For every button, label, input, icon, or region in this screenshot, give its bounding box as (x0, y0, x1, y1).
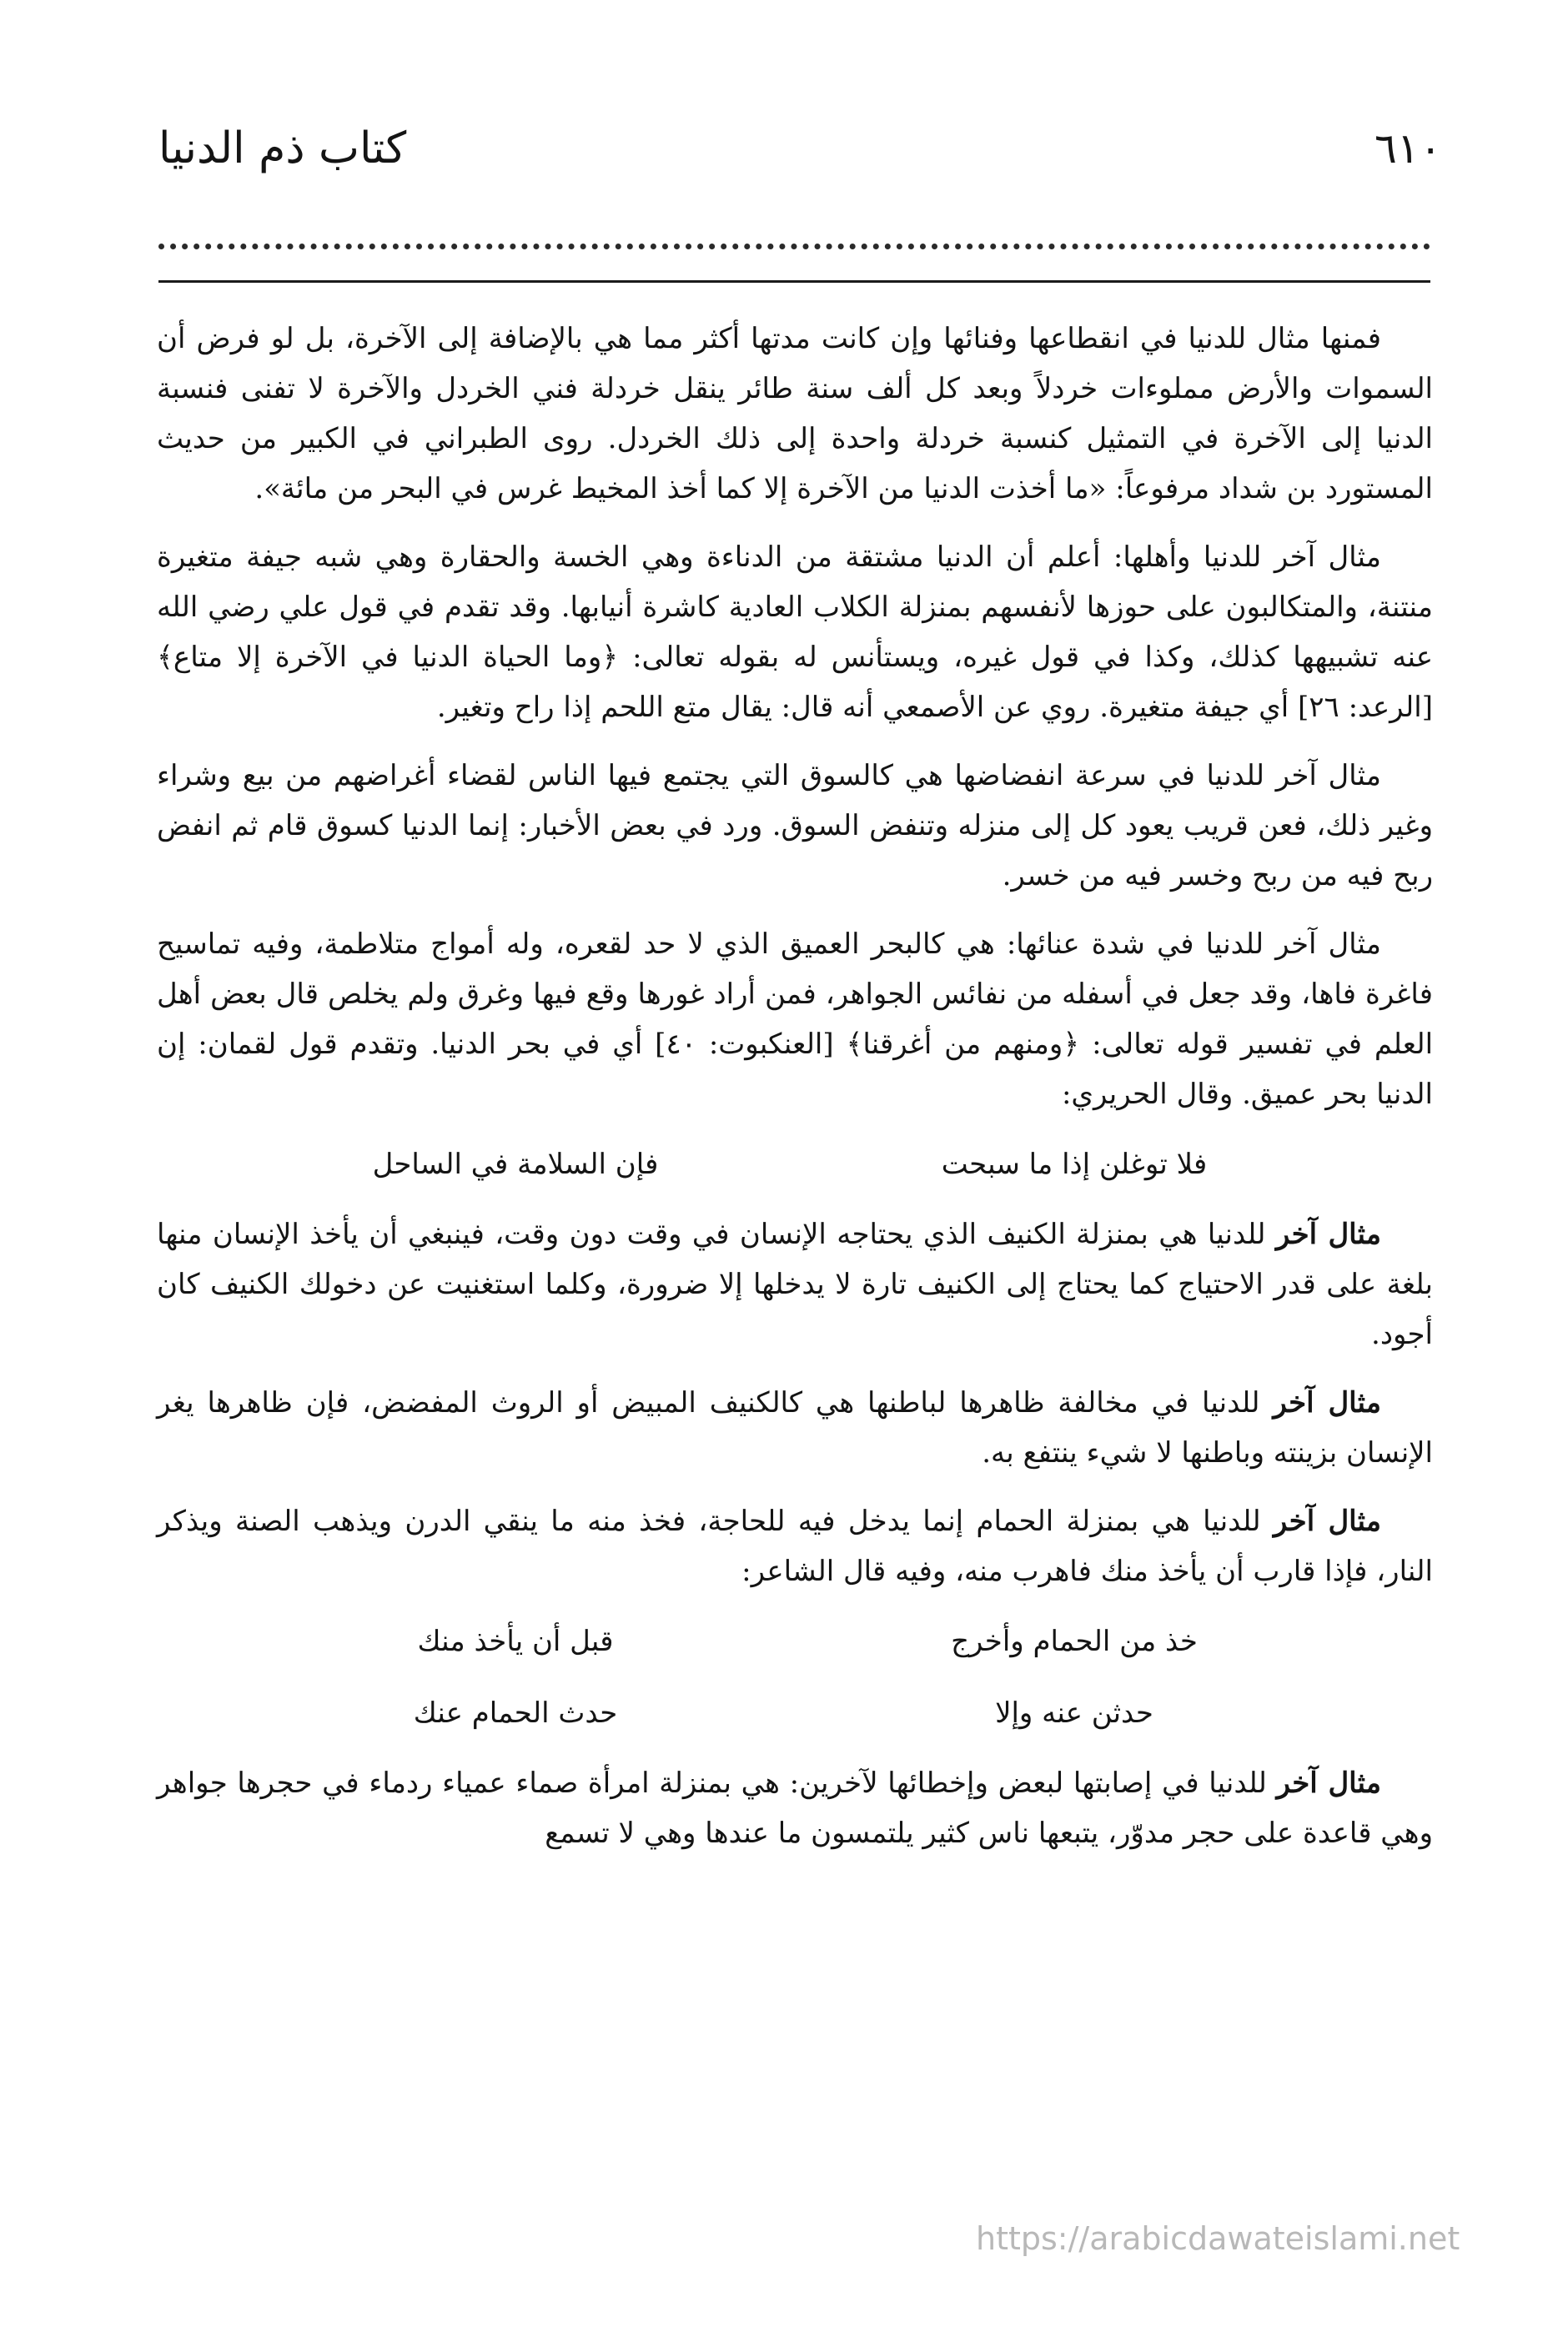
watermark-url: https://arabicdawateislami.net (976, 2220, 1460, 2257)
page-number: ٦١٠ (1375, 124, 1442, 173)
paragraph (157, 314, 1433, 514)
paragraph-text: للدنيا في إصابتها لبعض وإخطائها لآخرين: هي بمنزلة امرأة صماء عمياء ردماء في حجرها جواهر وهي قاعدة على حجر مدوّر، يتبعها ناس كثير يلتمسون ما عندها وهي لا تسمع (157, 1767, 1433, 1850)
verse-first-hemistich: حدثن عنه وإلا (995, 1696, 1153, 1730)
paragraph (157, 919, 1433, 1119)
paragraph-lead: مثال آخر (1276, 1767, 1381, 1800)
body-text (157, 314, 1433, 1877)
paragraph (157, 532, 1433, 732)
paragraph-lead: مثال آخر (1273, 1505, 1381, 1538)
verse-line (157, 1686, 1433, 1740)
verse-first-hemistich: خذ من الحمام وأخرج (951, 1625, 1198, 1658)
paragraph-text: مثال آخر للدنيا وأهلها: أعلم أن الدنيا مشتقة من الدناءة وهي الخسة والحقارة وهي شبه جيفة متغيرة منتنة، والمتكالبون على حوزها لأنفسهم بمنزلة الكلاب العادية كاشرة أنيابها. وقد تقدم في قول علي رضي الله عنه تشبيهها كذلك، وكذا في قول غيره، ويستأنس له بقوله تعالى: ﴿وما الحياة الدنيا في الآخرة إلا متاع﴾ [الرعد: ٢٦] أي جيفة متغيرة. روي عن الأصمعي أنه قال: يقال متع اللحم إذا راح وتغير. (157, 540, 1433, 724)
verse-second-hemistich: قبل أن يأخذ منك (417, 1625, 614, 1658)
paragraph-text: للدنيا في مخالفة ظاهرها لباطنها هي كالكنيف المبيض أو الروث المفضض، فإن ظاهرها يغر الإنسان بزينته وباطنها لا شيء ينتفع به. (157, 1386, 1433, 1470)
paragraph-lead: مثال آخر (1273, 1386, 1381, 1420)
paragraph-text: فمنها مثال للدنيا في انقطاعها وفنائها وإن كانت مدتها أكثر مما هي بالإضافة إلى الآخرة، بل لو فرض أن السموات والأرض مملوءات خردلاً وبعد كل ألف سنة طائر ينقل خردلة فني الخردل والآخرة لا تفنى فنسبة الدنيا إلى الآخرة في التمثيل كنسبة خردلة واحدة إلى ذلك الخردل. روى الطبراني في الكبير من حديث المستورد بن شداد مرفوعاً: «ما أخذت الدنيا من الآخرة إلا كما أخذ المخيط غرس في البحر من مائة». (157, 322, 1433, 505)
running-header-title: كتاب ذم الدنيا (158, 123, 407, 173)
paragraph (157, 1758, 1433, 1858)
paragraph-text: مثال آخر للدنيا في شدة عنائها: هي كالبحر العميق الذي لا حد لقعره، وله أمواج متلاطمة، وفيه تماسيح فاغرة فاها، وقد جعل في أسفله من نفائس الجواهر، فمن أراد غورها وقع فيها وغرق ولم يخلص قال بعض أهل العلم في تفسير قوله تعالى: ﴿ومنهم من أغرقنا﴾ [العنكبوت: ٤٠] أي في بحر الدنيا. وتقدم قول لقمان: إن الدنيا بحر عميق. وقال الحريري: (157, 927, 1434, 1111)
paragraph-text: للدنيا هي بمنزلة الحمام إنما يدخل فيه للحاجة، فخذ منه ما ينقي الدرن ويذهب الصنة ويذكر النار، فإذا قارب أن يأخذ منك فاهرب منه، وفيه قال الشاعر: (157, 1505, 1433, 1588)
paragraph (157, 1209, 1433, 1359)
paragraph (157, 1378, 1433, 1478)
verse-first-hemistich: فلا توغلن إذا ما سبحت (941, 1148, 1208, 1181)
dotted-divider (158, 244, 1430, 249)
paragraph (157, 751, 1433, 901)
paragraph-lead: مثال آخر (1275, 1218, 1381, 1251)
verse-second-hemistich: فإن السلامة في الساحل (372, 1148, 659, 1181)
paragraph-text: مثال آخر للدنيا في سرعة انفضاضها هي كالسوق التي يجتمع فيها الناس لقضاء أغراضهم من بيع وشراء وغير ذلك، فعن قريب يعود كل إلى منزله وتنفض السوق. ورد في بعض الأخبار: إنما الدنيا كسوق قام ثم انفض ربح فيه من ربح وخسر فيه من خسر. (157, 759, 1434, 892)
verse-line (157, 1615, 1433, 1668)
paragraph (157, 1496, 1433, 1596)
header-rule (158, 280, 1430, 283)
verse-second-hemistich: حدث الحمام عنك (413, 1696, 618, 1730)
verse-line (157, 1138, 1433, 1191)
paragraph-text: للدنيا هي بمنزلة الكنيف الذي يحتاجه الإنسان في وقت دون وقت، فينبغي أن يأخذ الإنسان منها بلغة على قدر الاحتياج كما يحتاج إلى الكنيف تارة لا يدخلها إلا ضرورة، وكلما استغنيت عن دخولك الكنيف كان أجود. (157, 1218, 1433, 1351)
